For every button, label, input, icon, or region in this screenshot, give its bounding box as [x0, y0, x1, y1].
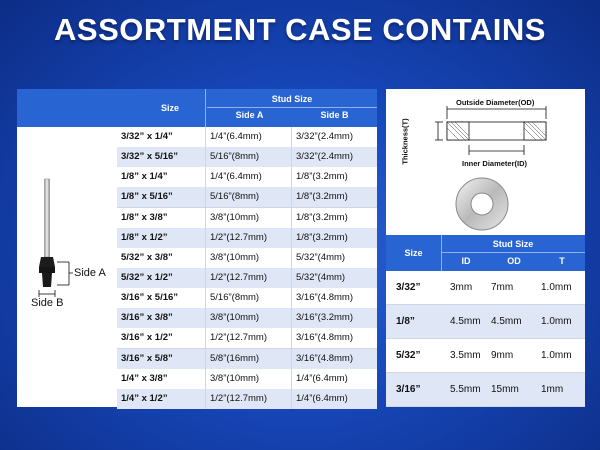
- header-side-a: Side A: [235, 110, 264, 120]
- side-a-cell: 1/2”(12.7mm): [205, 389, 291, 409]
- table-row: [117, 349, 377, 369]
- side-b-cell: 3/16”(4.8mm): [291, 288, 377, 308]
- outside-diameter-label: Outside Diameter(OD): [456, 98, 535, 107]
- table-row: [117, 288, 377, 308]
- washer-size-cell: 1/8”: [396, 316, 415, 327]
- washer-table-header: [386, 235, 585, 271]
- side-b-cell: 3/16”(4.8mm): [291, 349, 377, 369]
- inner-diameter-label: Inner Diameter(ID): [462, 159, 528, 168]
- table-row: [386, 339, 585, 373]
- rivet-size-cell: 5/32” x 1/2”: [117, 268, 205, 288]
- rivet-size-cell: 3/16” x 3/8”: [117, 308, 205, 328]
- rivet-size-cell: 3/32” x 5/16”: [117, 147, 205, 167]
- side-b-cell: 1/4”(6.4mm): [291, 389, 377, 409]
- washer-header-stud-size: Stud Size: [492, 239, 534, 249]
- side-b-cell: 5/32”(4mm): [291, 248, 377, 268]
- side-a-cell: 3/8”(10mm): [205, 308, 291, 328]
- rivet-table-header: [17, 89, 377, 127]
- side-b-label: Side B: [31, 297, 64, 309]
- header-size: Size: [160, 103, 179, 113]
- side-b-cell: 3/16”(3.2mm): [291, 308, 377, 328]
- rivet-size-table: [17, 89, 377, 407]
- rivet-size-cell: 3/16” x 5/8”: [117, 349, 205, 369]
- page-title: ASSORTMENT CASE CONTAINS: [54, 12, 546, 47]
- side-b-cell: 1/8”(3.2mm): [291, 228, 377, 248]
- side-b-cell: 3/32”(2.4mm): [291, 147, 377, 167]
- rivet-size-cell: 1/4” x 1/2”: [117, 389, 205, 409]
- table-row: [117, 389, 377, 409]
- washer-t-cell: 1.0mm: [541, 316, 572, 327]
- rivet-illustration: [17, 127, 117, 407]
- table-row: [117, 248, 377, 268]
- washer-size-cell: 3/32”: [396, 282, 421, 293]
- side-a-label: Side A: [74, 267, 106, 279]
- washer-od-cell: 15mm: [491, 384, 519, 395]
- side-a-cell: 1/4”(6.4mm): [205, 167, 291, 187]
- washer-header-od: OD: [507, 256, 521, 266]
- washer-table-body: [386, 271, 585, 407]
- table-row: [117, 369, 377, 389]
- table-row: [117, 127, 377, 147]
- table-row: [117, 147, 377, 167]
- side-a-cell: 3/8”(10mm): [205, 248, 291, 268]
- side-a-cell: 3/8”(10mm): [205, 369, 291, 389]
- side-a-cell: 1/2”(12.7mm): [205, 228, 291, 248]
- rivet-size-cell: 3/32” x 1/4”: [117, 127, 205, 147]
- side-b-cell: 1/8”(3.2mm): [291, 187, 377, 207]
- washer-header-size: Size: [404, 248, 423, 258]
- table-row: [386, 305, 585, 339]
- side-a-cell: 1/2”(12.7mm): [205, 268, 291, 288]
- washer-size-cell: 3/16”: [396, 384, 421, 395]
- side-b-cell: 1/4”(6.4mm): [291, 369, 377, 389]
- washer-header-t: T: [559, 256, 565, 266]
- washer-id-cell: 3.5mm: [450, 350, 481, 361]
- rivet-table-body: [117, 127, 377, 409]
- side-b-cell: 3/16”(4.8mm): [291, 328, 377, 348]
- washer-od-cell: 9mm: [491, 350, 514, 361]
- washer-id-cell: 3mm: [450, 282, 473, 293]
- side-a-cell: 1/2”(12.7mm): [205, 328, 291, 348]
- side-a-cell: 5/16”(8mm): [205, 288, 291, 308]
- side-b-cell: 3/32”(2.4mm): [291, 127, 377, 147]
- washer-t-cell: 1mm: [541, 384, 564, 395]
- side-a-cell: 1/4”(6.4mm): [205, 127, 291, 147]
- table-row: [117, 187, 377, 207]
- header-side-b: Side B: [320, 110, 349, 120]
- thickness-label: Thickness(T): [400, 118, 410, 165]
- washer-od-cell: 7mm: [491, 282, 514, 293]
- rivet-size-cell: 1/8” x 1/4”: [117, 167, 205, 187]
- rivet-size-cell: 3/16” x 1/2”: [117, 328, 205, 348]
- table-row: [386, 373, 585, 407]
- table-row: [117, 268, 377, 288]
- table-row: [386, 271, 585, 305]
- side-b-cell: 1/8”(3.2mm): [291, 208, 377, 228]
- washer-header-id: ID: [461, 256, 471, 266]
- side-a-cell: 5/16”(8mm): [205, 187, 291, 207]
- washer-panel: [386, 89, 585, 407]
- washer-id-cell: 5.5mm: [450, 384, 481, 395]
- side-a-cell: 5/16”(8mm): [205, 147, 291, 167]
- table-row: [117, 308, 377, 328]
- washer-id-cell: 4.5mm: [450, 316, 481, 327]
- side-b-cell: 1/8”(3.2mm): [291, 167, 377, 187]
- rivet-size-cell: 1/4” x 3/8”: [117, 369, 205, 389]
- rivet-size-cell: 1/8” x 5/16”: [117, 187, 205, 207]
- side-a-cell: 5/8”(16mm): [205, 349, 291, 369]
- side-a-cell: 3/8”(10mm): [205, 208, 291, 228]
- table-row: [117, 208, 377, 228]
- rivet-size-cell: 1/8” x 3/8”: [117, 208, 205, 228]
- side-b-cell: 5/32”(4mm): [291, 268, 377, 288]
- rivet-size-cell: 3/16” x 5/16”: [117, 288, 205, 308]
- rivet-size-cell: 5/32” x 3/8”: [117, 248, 205, 268]
- washer-t-cell: 1.0mm: [541, 350, 572, 361]
- table-row: [117, 328, 377, 348]
- washer-diagram: [386, 89, 585, 235]
- washer-od-cell: 4.5mm: [491, 316, 522, 327]
- table-row: [117, 167, 377, 187]
- table-row: [117, 228, 377, 248]
- washer-t-cell: 1.0mm: [541, 282, 572, 293]
- washer-size-cell: 5/32”: [396, 350, 421, 361]
- rivet-size-cell: 1/8” x 1/2”: [117, 228, 205, 248]
- header-stud-size: Stud Size: [271, 94, 313, 104]
